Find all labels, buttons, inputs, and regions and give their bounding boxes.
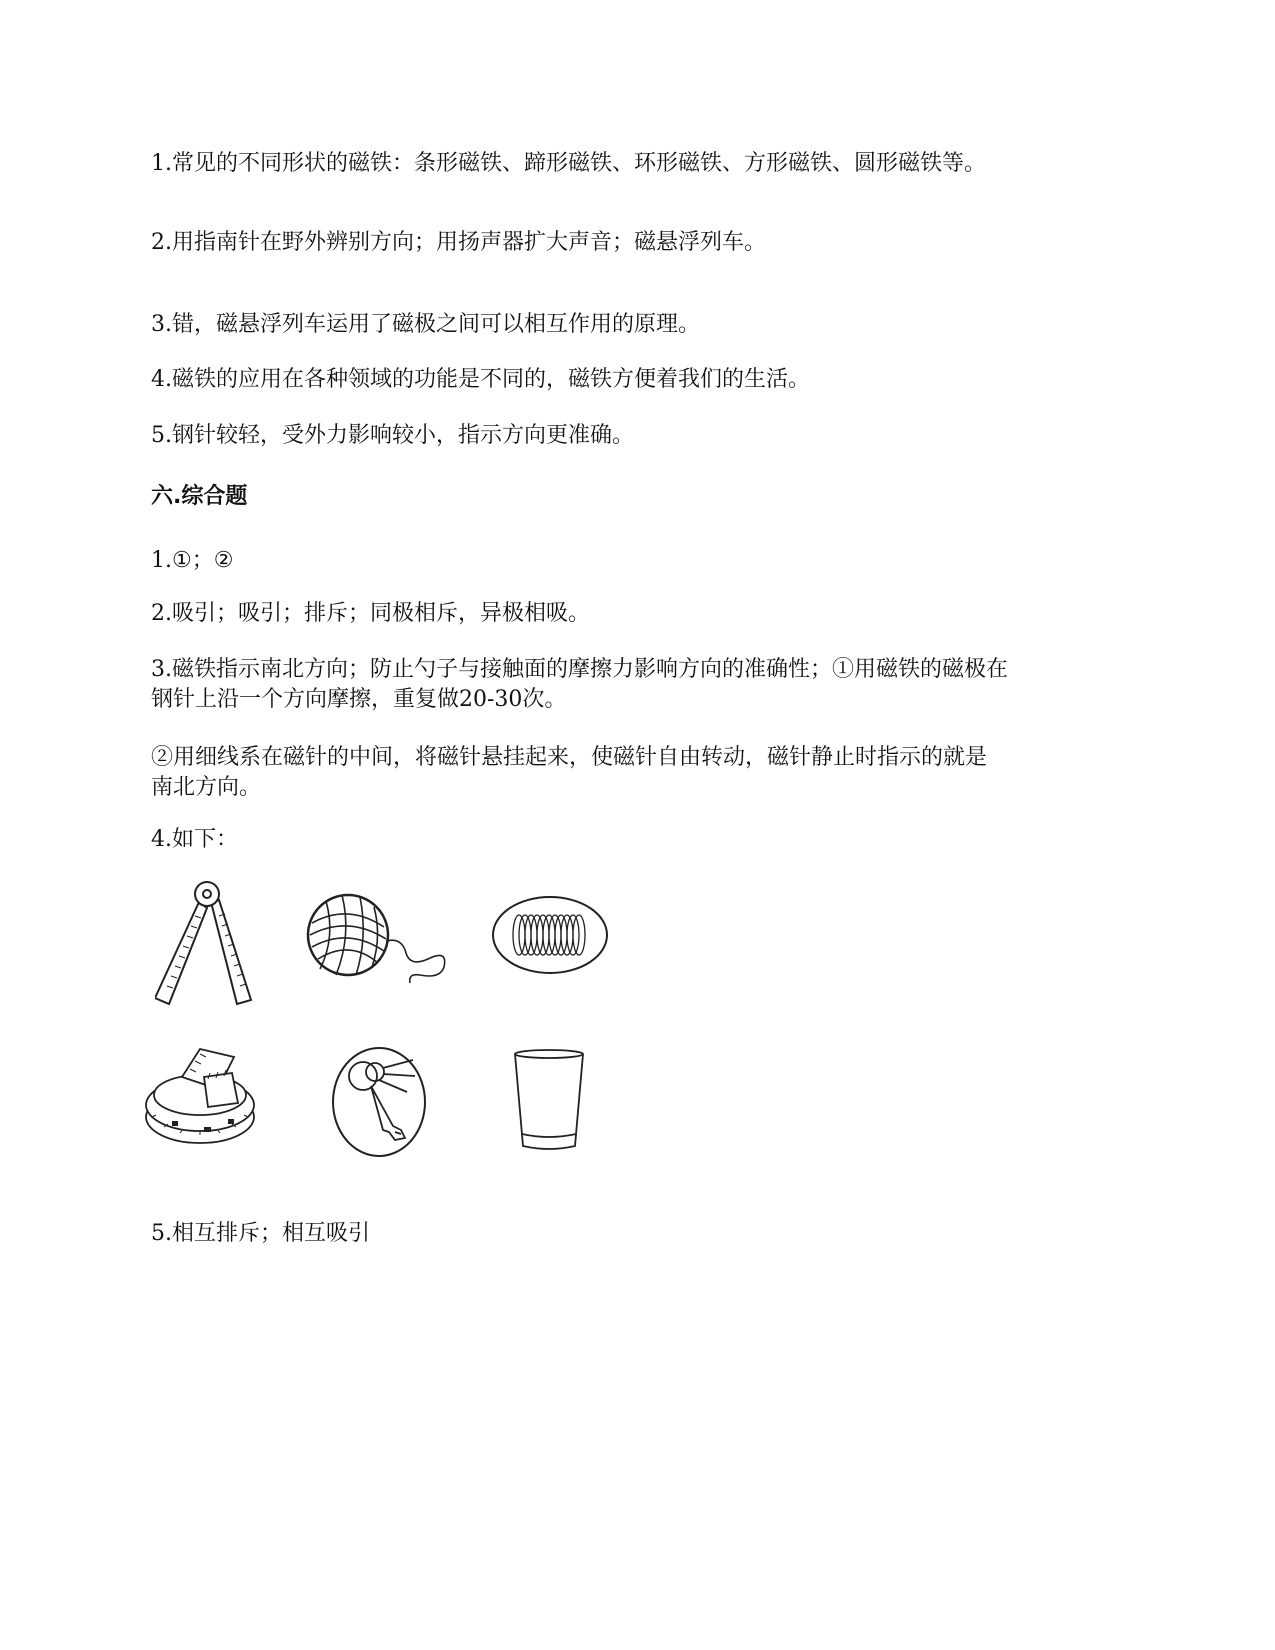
section-heading: 六.综合题 — [151, 484, 248, 509]
answer-5-5: 5.钢针较轻，受外力影响较小，指示方向更准确。 — [151, 423, 634, 448]
answer-6-4: 4.如下： — [151, 827, 238, 852]
spring-coil-icon — [491, 895, 609, 975]
answer-5-1: 1.常见的不同形状的磁铁：条形磁铁、蹄形磁铁、环形磁铁、方形磁铁、圆形磁铁等。 — [151, 151, 986, 176]
answer-6-3b-line2: 南北方向。 — [151, 775, 262, 800]
folding-ruler-icon — [155, 880, 255, 1008]
yarn-ball-icon — [306, 893, 450, 985]
answer-5-2: 2.用指南针在野外辨别方向；用扬声器扩大声音；磁悬浮列车。 — [151, 230, 766, 255]
keys-icon — [331, 1046, 427, 1158]
answer-6-5: 5.相互排斥；相互吸引 — [151, 1221, 370, 1246]
answer-6-3-line1: 3.磁铁指示南北方向；防止勺子与接触面的摩擦力影响方向的准确性；①用磁铁的磁极在 — [151, 657, 1008, 682]
answer-6-1: 1.①；② — [151, 548, 234, 573]
answer-6-2: 2.吸引；吸引；排斥；同极相斥，异极相吸。 — [151, 601, 590, 626]
answer-6-3-line2: 钢针上沿一个方向摩擦，重复做20-30次。 — [151, 687, 567, 712]
glass-cup-icon — [513, 1048, 585, 1152]
tape-measure-icon — [142, 1047, 258, 1151]
answer-6-3b-line1: ②用细线系在磁针的中间，将磁针悬挂起来，使磁针自由转动，磁针静止时指示的就是 — [151, 745, 988, 770]
answer-5-3: 3.错，磁悬浮列车运用了磁极之间可以相互作用的原理。 — [151, 312, 700, 337]
answer-5-4: 4.磁铁的应用在各种领域的功能是不同的，磁铁方便着我们的生活。 — [151, 367, 810, 392]
